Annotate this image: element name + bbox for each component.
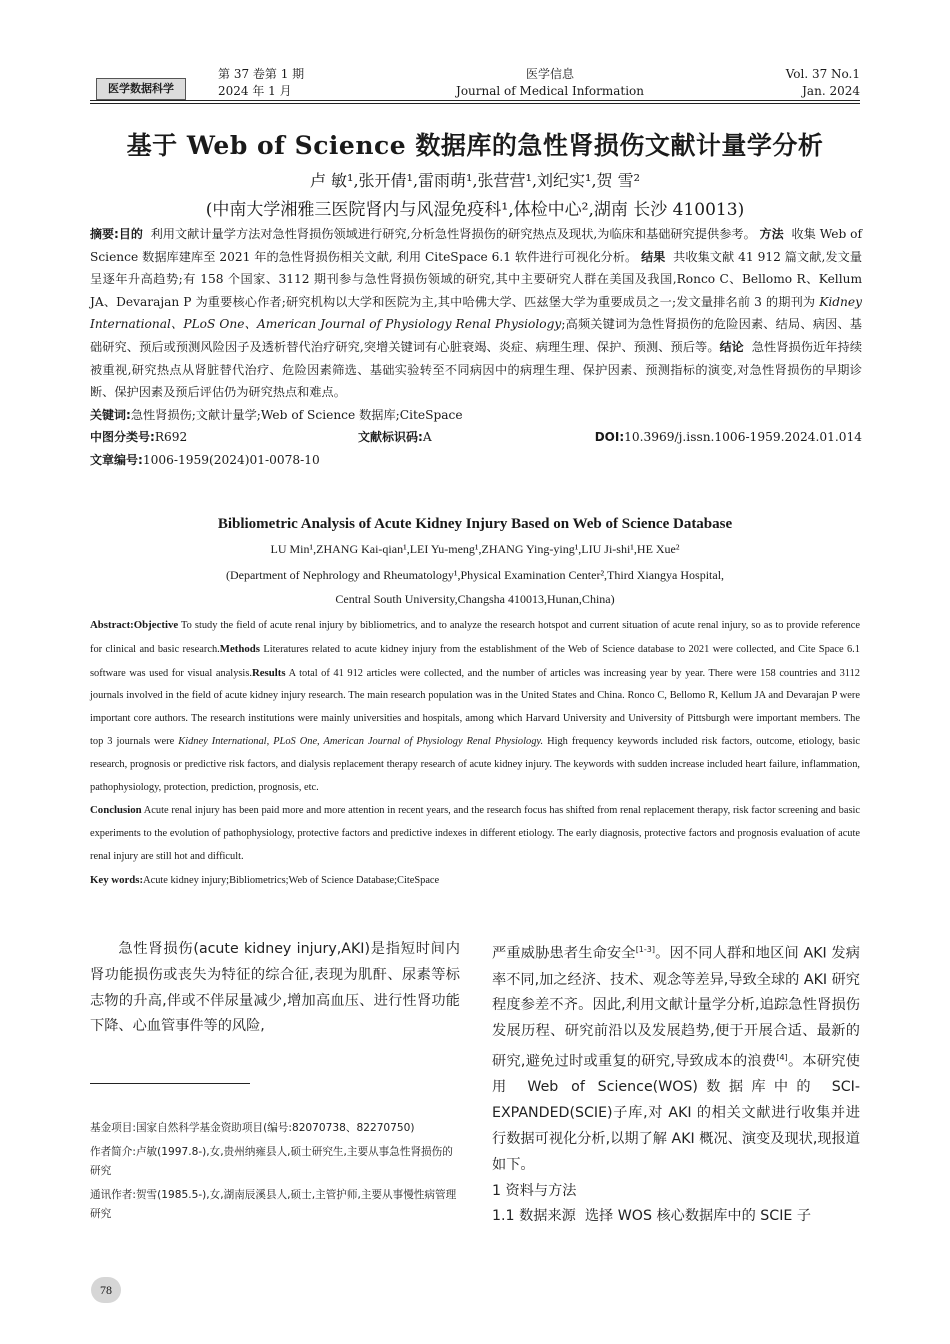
keywords-en-text: Acute kidney injury;Bibliometrics;Web of Science Database;CiteSpace	[143, 874, 440, 886]
abstract-label: 摘要:	[90, 227, 119, 241]
doi-field	[595, 426, 862, 449]
results-text: 共收集文献 41 912 篇文献,发文量呈逐年升高趋势;有 158 个国家、3112 期刊参与急性肾损伤领域的研究,其中主要研究人群在美国及我国,Ronco C、Bellomo R、Kellum JA、Devarajan P 为重要核心作者;研究机构以大学和医院为主,其中哈佛大学、匹兹堡大学为重要成员之一;发文量排名前 3 的期刊为	[90, 249, 863, 309]
keywords-en-label: Key words:	[90, 873, 144, 886]
classification-row	[90, 426, 862, 449]
objective-text: 利用文献计量学方法对急性肾损伤领域进行研究,分析急性肾损伤的研究热点及现状,为临床和基础研究提供参考。	[150, 227, 756, 241]
article-number	[90, 449, 862, 472]
results-text-2: ;高频关键词为急性肾损伤的危险因素、结局、病因、基础研究、预后或预测风险因子及透析替代治疗研究,突增关键词有心脏衰竭、炎症、病理生理、保护、预测、预后等。	[90, 317, 862, 354]
results-journals: Kidney International、PLoS One、American Journal of Physiology Renal Physiology	[90, 294, 862, 332]
footnotes	[90, 1119, 462, 1229]
article-number-value: 1006-1959(2024)01-0078-10	[142, 452, 320, 467]
subsection-text: 选择 WOS 核心数据库中的 SCIE 子	[584, 1208, 812, 1225]
results-en-journals: Kidney International, PLoS One, American Journal of Physiology Renal Physiology.	[178, 735, 544, 747]
section-tag: 医学数据科学	[96, 78, 186, 100]
citation-2[interactable]: [4]	[776, 1052, 788, 1062]
clc-field	[90, 426, 187, 449]
conclusion-text: 急性肾损伤近年持续被重视,研究热点从肾脏替代治疗、危险因素筛选、基础实验转至不同病因中的病理生理、保护因素、预测指标的演变,对急性肾损伤的早期诊断、保护因素及预后评估仍为研究热点和难点。	[90, 339, 863, 400]
subsection-paragraph	[492, 1204, 860, 1230]
intro-text-3: 。本研究使用 Web of Science(WOS)数据库中的 SCI-EXPANDED(SCIE)子库,对 AKI 的相关文献进行收集并进行数据可视化分析,以期了解 AKI 概况、演变及现状,现报道如下。	[492, 1053, 860, 1173]
methods-en-text: Literatures related to acute kidney injury from the establishment of the Web of Science database to 2021 were collected, and Cite Space 6.1 software was used for visual analysis.	[90, 643, 860, 679]
header-rule-thin	[90, 103, 860, 104]
article-number-label: 文章编号:	[90, 452, 143, 467]
section-heading: 1 资料与方法	[492, 1182, 577, 1199]
body-column-right	[492, 937, 860, 1230]
conclusion-en-text: Acute renal injury has been paid more and more attention in recent years, and the research focus has shifted from renal replacement therapy, risk factor screening and basic experiments to the evolution of pathophysiology, protective factors and predictive indexes in different etiology. The early diagnosis, protective factors and prognosis evaluation of acute renal injury are still hot and difficult.	[90, 805, 860, 862]
paper-title: 基于 Web of Science 数据库的急性肾损伤文献计量学分析	[126, 131, 824, 160]
english-affiliation-2: Central South University,Changsha 410013,Hunan,China)	[335, 592, 615, 606]
author-note: 作者简介:卢敏(1997.8-),女,贵州纳雍县人,硕士研究生,主要从事急性肾损伤的研究	[90, 1146, 453, 1177]
conclusion-label: 结论	[719, 339, 744, 354]
clc-value: R692	[154, 430, 188, 445]
fund-note: 基金项目:国家自然科学基金资助项目(编号:82070738、82270750)	[90, 1122, 415, 1134]
header-volume-cn	[218, 66, 304, 100]
results-en-label: Results	[251, 666, 286, 679]
doc-code-label: 文献标识码:	[358, 430, 423, 445]
doi-value[interactable]: 10.3969/j.issn.1006-1959.2024.01.014	[624, 430, 862, 445]
clc-label: 中图分类号:	[90, 430, 155, 445]
english-title: Bibliometric Analysis of Acute Kidney Injury Based on Web of Science Database	[217, 516, 733, 532]
header-rule	[90, 100, 860, 101]
conclusion-en-label: Conclusion	[90, 804, 142, 817]
affiliation: (中南大学湘雅三医院肾内与风湿免疫科¹,体检中心²,湖南 长沙 410013)	[205, 200, 745, 220]
keywords-text: 急性肾损伤;文献计量学;Web of Science 数据库;CiteSpace	[130, 407, 463, 422]
objective-en-text: To study the field of acute renal injury by bibliometrics, and to analyze the research hotspot and current situation of acute renal injury, so as to provide reference for clinical and basic research.	[90, 620, 860, 655]
journal-name-cn: 医学信息	[525, 67, 574, 81]
abstract-cn-body	[90, 223, 862, 404]
methods-text: 收集 Web of Science 数据库建库至 2021 年的急性肾损伤相关文献, 利用 CiteSpace 6.1 软件进行可视化分析。	[90, 227, 862, 264]
volume-cn: 第 37 卷第 1 期	[218, 67, 305, 81]
date-cn: 2024 年 1 月	[218, 84, 292, 98]
page-number: 78	[91, 1277, 121, 1303]
date-en: Jan. 2024	[802, 84, 860, 98]
header-journal	[430, 66, 670, 100]
objective-label: 目的	[118, 227, 143, 241]
keywords-en	[90, 869, 860, 893]
english-authors: LU Min¹,ZHANG Kai-qian¹,LEI Yu-meng¹,ZHANG Ying-ying¹,LIU Ji-shi¹,HE Xue²	[270, 542, 680, 556]
corresponding-note: 通讯作者:贺雪(1985.5-),女,湖南辰溪县人,硕士,主管护师,主要从事慢性病管理研究	[90, 1189, 457, 1220]
doi-label: DOI:	[594, 430, 625, 445]
abstract-en-label: Abstract:	[90, 619, 134, 631]
citation-1[interactable]: [1-3]	[635, 945, 655, 954]
abstract-cn	[90, 223, 862, 472]
results-label: 结果	[641, 249, 666, 264]
volume-en: Vol. 37 No.1	[785, 67, 860, 81]
header-volume-en	[700, 66, 860, 100]
methods-en-label: Methods	[219, 642, 260, 655]
intro-continued	[492, 937, 860, 1179]
subsection-heading: 1.1 数据来源	[492, 1208, 576, 1225]
objective-en-label: Objective	[133, 619, 179, 631]
intro-paragraph: 急性肾损伤(acute kidney injury,AKI)是指短时间内肾功能损伤或丧失为特征的综合征,表现为肌酐、尿素等标志物的升高,伴或不伴尿量减少,增加高血压、进行性肾功能下降、心血管事件等的风险,	[90, 941, 460, 1035]
results-en-text: A total of 41 912 articles were collected, and the number of articles was increasing year by year. There were 158 countries and 3112 journals involved in the field of acute kidney injury research. The main research population was in the United States and China. Ronco C, Bellomo R, Kellum JA and Devarajan P were important core authors. The research institutions were mainly universities and hospitals, among which Harvard University and University of Pittsburgh were important members. The top 3 journals were	[90, 667, 860, 747]
keywords-label: 关键词:	[90, 407, 131, 422]
english-affiliation-1: (Department of Nephrology and Rheumatology¹,Physical Examination Center²,Third Xiangya Hospital,	[225, 568, 725, 582]
intro-text-2: 。因不同人群和地区间 AKI 发病率不同,加之经济、技术、观念等差异,导致全球的 AKI 研究程度参差不齐。因此,利用文献计量学分析,追踪急性肾损伤发展历程、研究前沿以及发展趋势,便于开展合适、最新的研究,避免过时或重复的研究,导致成本的浪费	[492, 945, 860, 1070]
abstract-en	[90, 614, 860, 893]
author-list: 卢 敏¹,张开倩¹,雷雨萌¹,张营营¹,刘纪实¹,贺 雪²	[309, 171, 641, 190]
abstract-en-body	[90, 614, 860, 869]
doc-code-value: A	[422, 430, 432, 445]
doc-code-field	[358, 426, 432, 449]
keywords-cn	[90, 404, 862, 427]
methods-label: 方法	[759, 227, 784, 241]
journal-name-en: Journal of Medical Information	[456, 84, 644, 98]
intro-text-1: 严重威胁患者生命安全	[492, 945, 636, 962]
results-en-text-2: High frequency keywords included risk factors, outcome, etiology, basic research, prognosis or predictive risk factors, and dialysis replacement therapy research of acute kidney injury. The keywords with sudden increase included heart failure, inflammation, pathophysiology, protection, prediction, prognosis, etc.	[90, 735, 860, 793]
body-column-left	[90, 937, 460, 1040]
footnote-rule	[90, 1083, 250, 1084]
